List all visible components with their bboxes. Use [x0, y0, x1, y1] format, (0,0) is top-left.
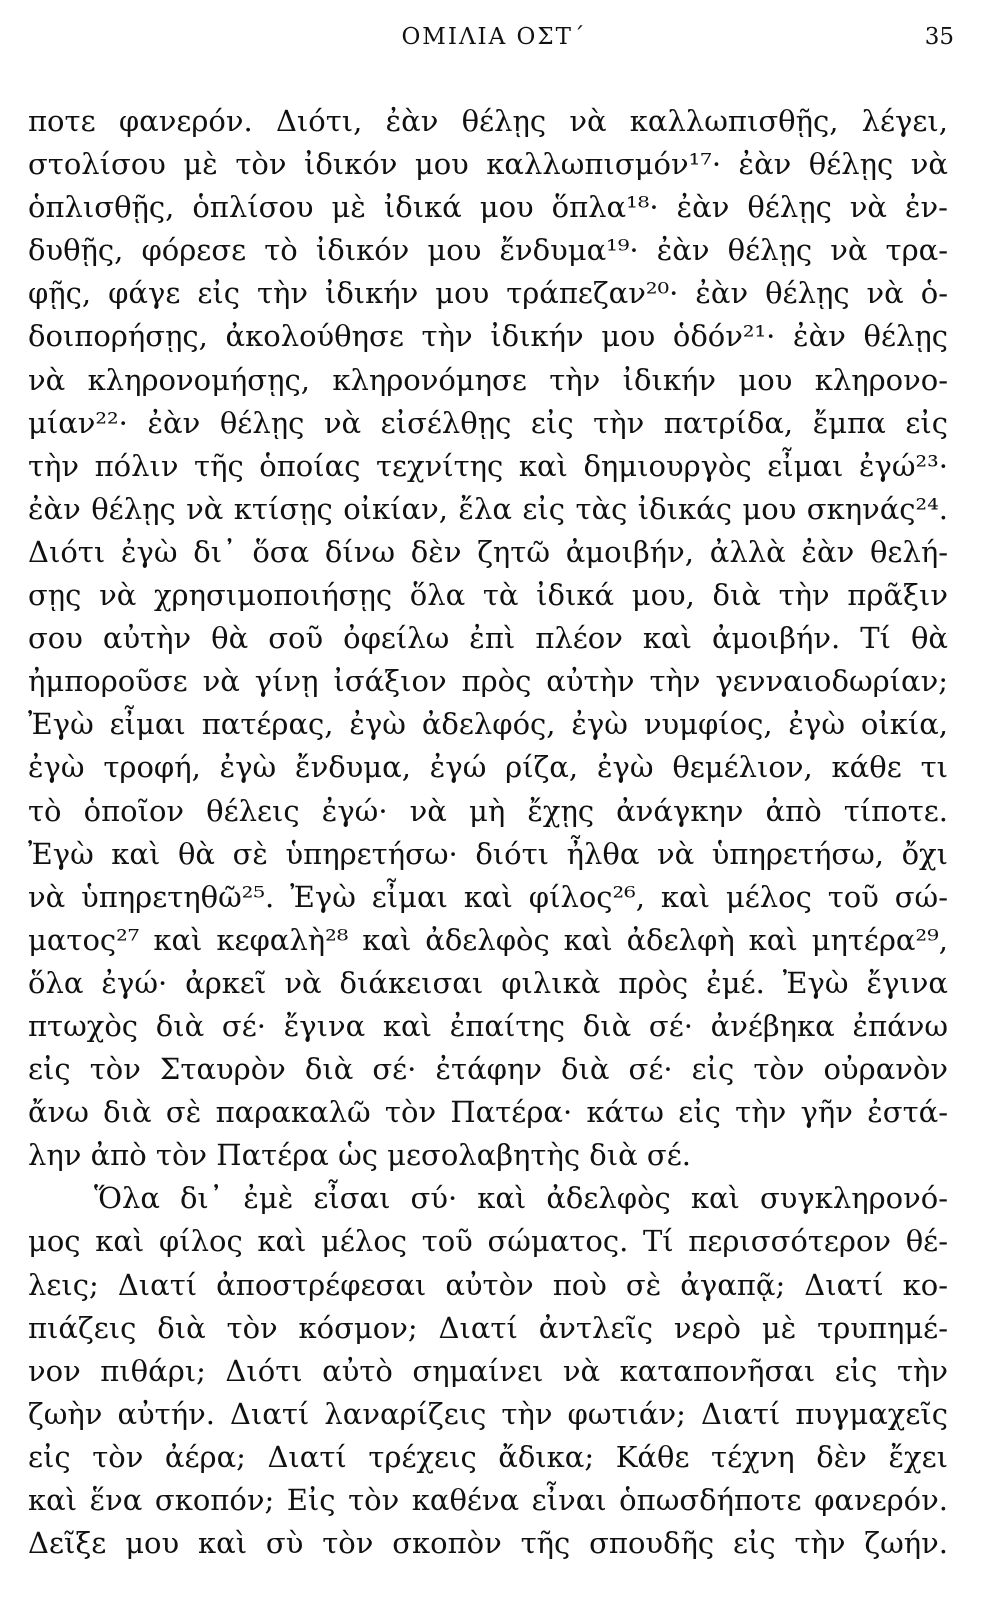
text-line: ὁπλισθῇς, ὁπλίσου μὲ ἰδικά μου ὅπλα¹⁸· ἐὰν θέλῃς νὰ ἐν- [28, 190, 948, 225]
text-line: εἰς τὸν Σταυρὸν διὰ σέ· ἐτάφην διὰ σέ· εἰς τὸν οὐρανὸν [28, 1052, 948, 1087]
text-line: Δεῖξε μου καὶ σὺ τὸν σκοπὸν τῆς σπουδῆς εἰς τὴν ζωήν. [28, 1526, 948, 1561]
text-line: ἐὰν θέλῃς νὰ κτίσῃς οἰκίαν, ἔλα εἰς τὰς ἰδικάς μου σκηνάς²⁴. [28, 491, 948, 526]
text-line: ματος²⁷ καὶ κεφαλὴ²⁸ καὶ ἀδελφὸς καὶ ἀδελφὴ καὶ μητέρα²⁹, [28, 922, 948, 957]
text-line: σῃς νὰ χρησιμοποιήσῃς ὅλα τὰ ἰδικά μου, διὰ τὴν πρᾶξιν [28, 578, 948, 613]
running-title: ΟΜΙΛΙΑ ΟΣΤ΄ [401, 24, 587, 50]
text-line-paragraph-end: λην ἀπὸ τὸν Πατέρα ὡς μεσολαβητὴς διὰ σέ. [28, 1138, 691, 1173]
text-line: εἰς τὸν ἀέρα; Διατί τρέχεις ἄδικα; Κάθε τέχνη δὲν ἔχει [28, 1439, 948, 1474]
text-line: δοιπορήσῃς, ἀκολούθησε τὴν ἰδικήν μου ὁδόν²¹· ἐὰν θέλῃς [28, 319, 948, 354]
text-line: Ἐγὼ καὶ θὰ σὲ ὑπηρετήσω· διότι ἦλθα νὰ ὑπηρετήσω, ὄχι [28, 836, 948, 871]
text-line: πιάζεις διὰ τὸν κόσμον; Διατί ἀντλεῖς νερὸ μὲ τρυπημέ- [28, 1310, 948, 1345]
text-line: νὰ κληρονομήσῃς, κληρονόμησε τὴν ἰδικήν μου κληρονο- [28, 362, 948, 397]
text-line: ποτε φανερόν. Διότι, ἐὰν θέλῃς νὰ καλλωπισθῇς, λέγει, [28, 104, 948, 138]
text-line: μος καὶ φίλος καὶ μέλος τοῦ σώματος. Τί περισσότερον θέ- [28, 1224, 948, 1259]
text-line: ἠμποροῦσε νὰ γίνῃ ἰσάξιον πρὸς αὐτὴν τὴν γενναιοδωρίαν; [28, 664, 948, 699]
text-line-paragraph-start: Ὅλα δι᾽ ἐμὲ εἶσαι σύ· καὶ ἀδελφὸς καὶ συγκληρονό- [94, 1181, 948, 1216]
text-line: τὸ ὁποῖον θέλεις ἐγώ· νὰ μὴ ἔχῃς ἀνάγκην ἀπὸ τίποτε. [28, 793, 948, 828]
text-line: μίαν²²· ἐὰν θέλῃς νὰ εἰσέλθῃς εἰς τὴν πατρίδα, ἔμπα εἰς [28, 405, 948, 440]
text-line: ζωὴν αὐτήν. Διατί λαναρίζεις τὴν φωτιάν; Διατί πυγμαχεῖς [28, 1396, 948, 1431]
text-line: νὰ ὑπηρετηθῶ²⁵. Ἐγὼ εἶμαι καὶ φίλος²⁶, καὶ μέλος τοῦ σώ- [28, 879, 948, 914]
text-line: σου αὐτὴν θὰ σοῦ ὀφείλω ἐπὶ πλέον καὶ ἀμοιβήν. Τί θὰ [28, 621, 948, 656]
text-line: λεις; Διατί ἀποστρέφεσαι αὐτὸν ποὺ σὲ ἀγαπᾷ; Διατί κο- [28, 1267, 948, 1302]
text-line: Ἐγὼ εἶμαι πατέρας, ἐγὼ ἀδελφός, ἐγὼ νυμφίος, ἐγὼ οἰκία, [28, 707, 948, 742]
body-text [28, 100, 948, 1565]
text-line: ἐγὼ τροφή, ἐγὼ ἔνδυμα, ἐγώ ρίζα, ἐγὼ θεμέλιον, κάθε τι [28, 750, 948, 785]
text-line: στολίσου μὲ τὸν ἰδικόν μου καλλωπισμόν¹⁷· ἐὰν θέλῃς νὰ [28, 147, 948, 182]
running-head [0, 24, 988, 64]
page-number: 35 [924, 24, 954, 50]
text-line: Διότι ἐγὼ δι᾽ ὅσα δίνω δὲν ζητῶ ἀμοιβήν, ἀλλὰ ἐὰν θελή- [28, 534, 948, 569]
text-line: πτωχὸς διὰ σέ· ἔγινα καὶ ἐπαίτης διὰ σέ· ἀνέβηκα ἐπάνω [28, 1008, 948, 1043]
text-line: νον πιθάρι; Διότι αὐτὸ σημαίνει νὰ καταπονῆσαι εἰς τὴν [28, 1353, 948, 1388]
text-line: ἄνω διὰ σὲ παρακαλῶ τὸν Πατέρα· κάτω εἰς τὴν γῆν ἐστά- [28, 1095, 948, 1130]
text-line: τὴν πόλιν τῆς ὁποίας τεχνίτης καὶ δημιουργὸς εἶμαι ἐγώ²³· [28, 448, 948, 483]
text-line: δυθῇς, φόρεσε τὸ ἰδικόν μου ἔνδυμα¹⁹· ἐὰν θέλῃς νὰ τρα- [28, 233, 948, 268]
text-line: ὅλα ἐγώ· ἀρκεῖ νὰ διάκεισαι φιλικὰ πρὸς ἐμέ. Ἐγὼ ἔγινα [28, 965, 948, 1000]
text-line: καὶ ἕνα σκοπόν; Εἰς τὸν καθένα εἶναι ὁπωσδήποτε φανερόν. [28, 1483, 948, 1517]
text-line: φῇς, φάγε εἰς τὴν ἰδικήν μου τράπεζαν²⁰· ἐὰν θέλῃς νὰ ὁ- [28, 276, 948, 311]
